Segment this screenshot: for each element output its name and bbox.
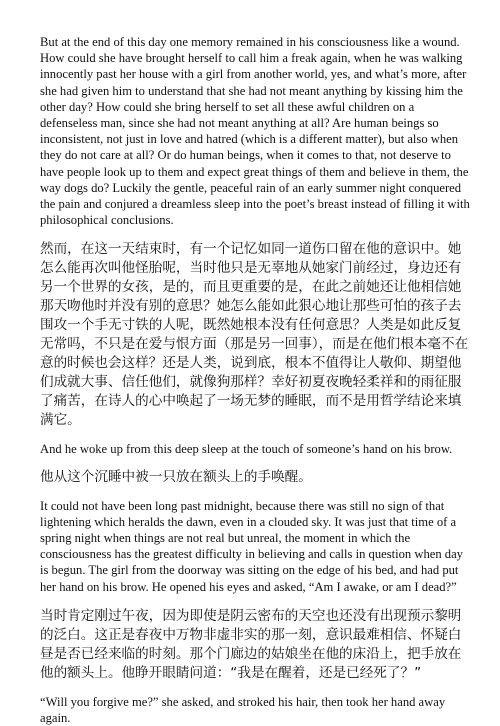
paragraph-zh-1: 然而，在这一天结束时，有一个记忆如同一道伤口留在他的意识中。她怎么能再次叫他怪胎呢，当时他只是无辜地从她家门前经过，身边还有另一个世界的女孩，是的，而且更重要的是，在此之前她还让他相信她那天吻他时并没有别的意思？她怎么能如此狠心地让那些可怕的孩子去围攻一个手无寸铁的人呢，既然她根本没有任何意思？人类是如此反复无常吗，不只是在爱与恨方面（那是另一回事），而是在他们根本毫不在意的时候也会这样？还是人类，说到底，根本不值得让人敬仰、期望他们成就大事、信任他们，就像狗那样？幸好初夏夜晚轻柔祥和的雨征服了痛苦，在诗人的心中唤起了一场无梦的睡眠，而不是用哲学结论来填满它。 <box>40 241 469 429</box>
paragraph-zh-3: 当时肯定刚过午夜，因为即使是阴云密布的天空也还没有出现预示黎明的泛白。这正是春夜中万物非虚非实的那一刻，意识最难相信、怀疑白昼是否已经来临的时刻。那个门廊边的姑娘坐在他的床沿上，把手放在他的额头上。他睁开眼睛问道：“我是在醒着，还是已经死了？” <box>40 607 462 681</box>
paragraph-en-2: And he woke up from this deep sleep at the touch of someone’s hand on his brow. <box>40 442 453 457</box>
paragraph-zh-2: 他从这个沉睡中被一只放在额头上的手唤醒。 <box>40 468 312 485</box>
paragraph-en-1: But at the end of this day one memory remained in his consciousness like a wound. How could she have brought herself to call him a freak again, when he was walking innocently past her house with a girl from another world, yes, and what’s more, after she had given him to understand that she had not meant anything by kissing him the other day? How could she bring herself to set all these awful children on a defenseless man, since she had not meant anything at all? Are human beings so inconsistent, not just in love and hatred (which is a different matter), but also when they do not care at all? Or do human beings, when it comes to that, not deserve to have people look up to them and expect great things of them and believe in them, the way dogs do? Luckily the gentle, peaceful rain of an early summer night conquered the pain and conjured a dreamless sleep into the poet’s breast instead of filling it with philosophical conclusions. <box>40 35 470 228</box>
paragraph-en-3: It could not have been long past midnight, because there was still no sign of that lightening which heralds the dawn, even in a clouded sky. It was just that time of a spring night when things are not real but unreal, the moment in which the consciousness has the greatest difficulty in believing and calls in question when day is begun. The girl from the doorway was sitting on the edge of his bed, and had put her hand on his brow. He opened his eyes and asked, “Am I awake, or am I dead?” <box>40 498 463 594</box>
paragraph-en-4: “Will you forgive me?” she asked, and stroked his hair, then took her hand away again. <box>40 694 446 726</box>
